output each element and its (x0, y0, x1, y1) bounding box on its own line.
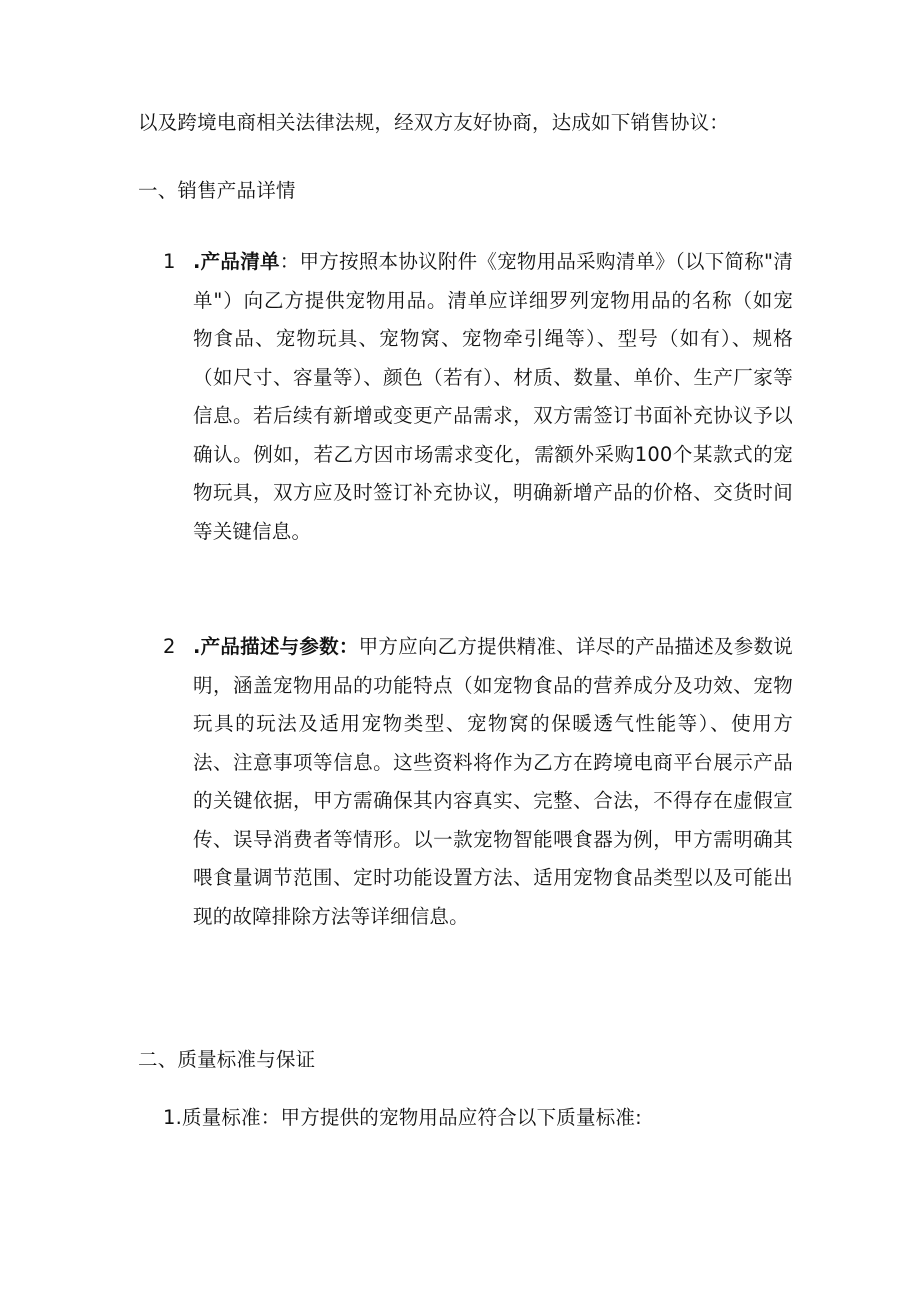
section-2-heading: 二、质量标准与保证 (138, 1048, 316, 1071)
item-2-paragraph (193, 628, 793, 936)
item-2-text: 甲方应向乙方提供精准、详尽的产品描述及参数说明，涵盖宠物用品的功能特点（如宠物食品的营养成分及功效、宠物玩具的玩法及适用宠物类型、宠物窝的保暖透气性能等）、使用方法、注意事项等信息。这些资料将作为乙方在跨境电商平台展示产品的关键依据，甲方需确保其内容真实、完整、合法，不得存在虚假宣传、误导消费者等情形。以一款宠物智能喂食器为例，甲方需明确其喂食量调节范围、定时功能设置方法、适用宠物食品类型以及可能出现的故障排除方法等详细信息。 (193, 635, 793, 928)
section-2-subitem-1: 1.质量标准：甲方提供的宠物用品应符合以下质量标准: (163, 1106, 642, 1129)
intro-text: 以及跨境电商相关法律法规，经双方友好协商，达成如下销售协议： (138, 111, 730, 134)
item-2-number: 2 (163, 635, 176, 658)
item-1-text: 甲方按照本协议附件《宠物用品采购清单》（以下简称"清单"）向乙方提供宠物用品。清单应详细罗列宠物用品的名称（如宠物食品、宠物玩具、宠物窝、宠物牵引绳等）、型号（如有）、规格（如尺寸、容量等）、颜色（若有）、材质、数量、单价、生产厂家等信息。若后续有新增或变更产品需求，双方需签订书面补充协议予以确认。例如，若乙方因市场需求变化，需额外采购100个某款式的宠物玩具，双方应及时签订补充协议，明确新增产品的价格、交货时间等关键信息。 (193, 250, 793, 543)
item-1-paragraph (193, 243, 793, 551)
item-1-separator: ： (279, 250, 300, 273)
item-2-title: .产品描述与参数： (193, 635, 359, 658)
item-1-title: .产品清单 (193, 250, 280, 273)
item-1-number: 1 (163, 250, 176, 273)
section-1-heading: 一、销售产品详情 (138, 179, 296, 202)
